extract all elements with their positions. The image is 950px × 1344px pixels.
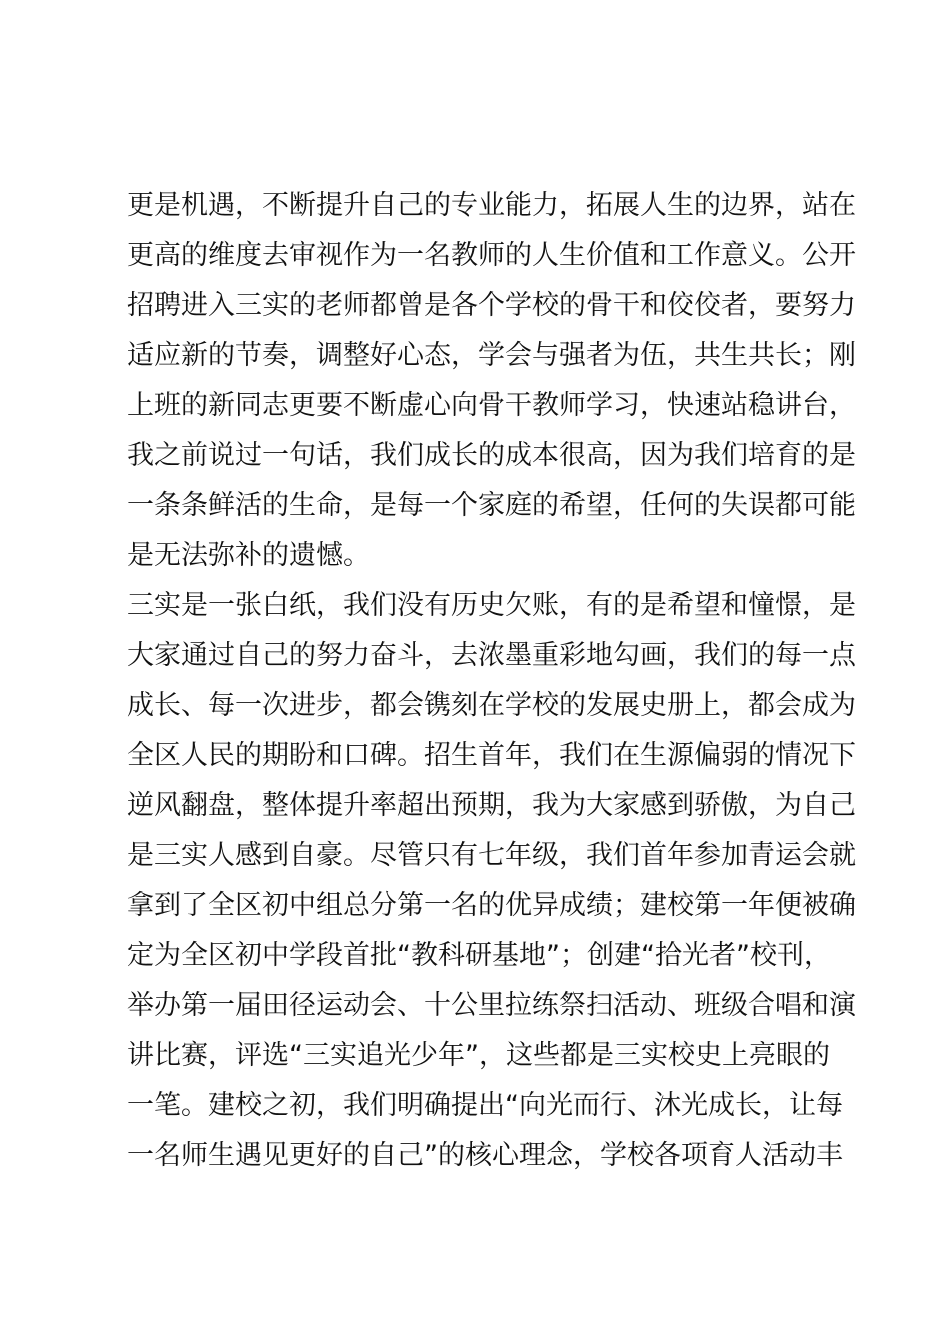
text-line: 一笔。建校之初，我们明确提出“向光而行、沐光成长，让每 — [127, 1090, 843, 1121]
text-line: 三实是一张白纸，我们没有历史欠账，有的是希望和憧憬，是 — [127, 590, 856, 621]
text-line: 是三实人感到自豪。尽管只有七年级，我们首年参加青运会就 — [127, 840, 856, 871]
text-line: 逆风翻盘，整体提升率超出预期，我为大家感到骄傲，为自己 — [127, 790, 856, 821]
text-line: 全区人民的期盼和口碑。招生首年，我们在生源偏弱的情况下 — [127, 740, 856, 771]
text-line: 一名师生遇见更好的自己”的核心理念，学校各项育人活动丰 — [127, 1140, 843, 1171]
text-line: 举办第一届田径运动会、十公里拉练祭扫活动、班级合唱和演 — [127, 990, 856, 1021]
text-line: 招聘进入三实的老师都曾是各个学校的骨干和佼佼者，要努力 — [127, 290, 856, 321]
body-text — [127, 181, 867, 1181]
text-line: 适应新的节奏，调整好心态，学会与强者为伍，共生共长；刚 — [127, 340, 856, 371]
text-line: 更是机遇，不断提升自己的专业能力，拓展人生的边界，站在 — [127, 190, 856, 221]
text-line: 拿到了全区初中组总分第一名的优异成绩；建校第一年便被确 — [127, 890, 856, 921]
text-line: 上班的新同志更要不断虚心向骨干教师学习，快速站稳讲台， — [127, 390, 856, 421]
text-line: 一条条鲜活的生命，是每一个家庭的希望，任何的失误都可能 — [127, 490, 856, 521]
text-line: 更高的维度去审视作为一名教师的人生价值和工作意义。公开 — [127, 240, 856, 271]
text-line: 大家通过自己的努力奋斗，去浓墨重彩地勾画，我们的每一点 — [127, 640, 856, 671]
text-line: 定为全区初中学段首批“教科研基地”；创建“拾光者”校刊， — [127, 940, 831, 971]
text-line: 是无法弥补的遗憾。 — [127, 540, 370, 571]
text-line: 讲比赛，评选“三实追光少年”，这些都是三实校史上亮眼的 — [127, 1040, 830, 1071]
text-line: 成长、每一次进步，都会镌刻在学校的发展史册上，都会成为 — [127, 690, 856, 721]
text-line: 我之前说过一句话，我们成长的成本很高，因为我们培育的是 — [127, 440, 856, 471]
